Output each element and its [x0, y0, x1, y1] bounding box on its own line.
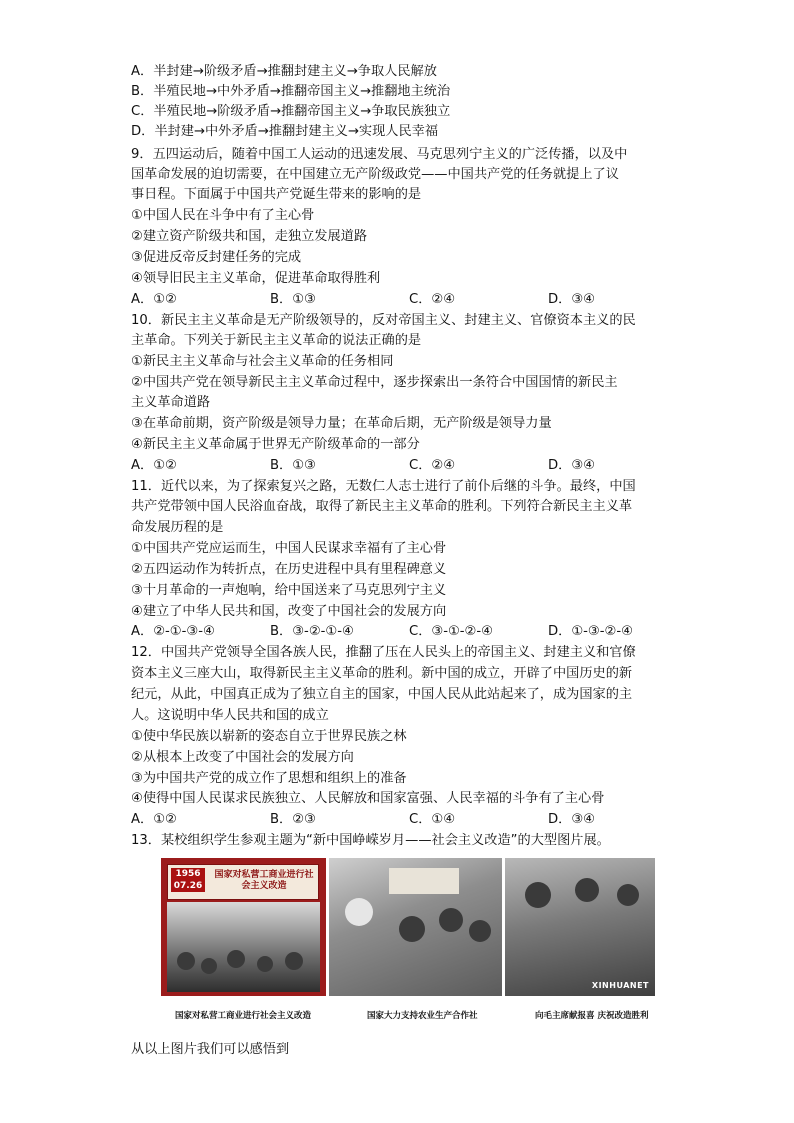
- photo-caption: 国家大力支持农业生产合作社: [367, 1011, 478, 1021]
- q12-stem-line: 资本主义三座大山，取得新民主主义革命的胜利。新中国的成立，开辟了中国历史的新: [131, 666, 633, 681]
- photo-report-to-chairman: [505, 858, 655, 996]
- q12-option-c: C．①④: [409, 812, 456, 827]
- q11-stem-line: 共产党带领中国人民浴血奋战，取得了新民主主义革命的胜利。下列符合新民主主义革: [131, 499, 633, 514]
- q8-option-c: C．半殖民地→阶级矛盾→推翻帝国主义→争取民族独立: [131, 104, 451, 119]
- q12-stem-line: 纪元，从此，中国真正成为了独立自主的国家，中国人民从此站起来了，成为国家的主: [131, 687, 633, 702]
- q9-stem-line: 事日程。下面属于中国共产党诞生带来的影响的是: [131, 187, 422, 202]
- q9-item: ③促进反帝反封建任务的完成: [131, 250, 302, 265]
- photo-caption: 向毛主席献报喜 庆祝改造胜利: [535, 1011, 649, 1021]
- q12-item: ④使得中国人民谋求民族独立、人民解放和国家富强、人民幸福的斗争有了主心骨: [131, 791, 605, 806]
- q10-stem-line: 10．新民主主义革命是无产阶级领导的，反对帝国主义、封建主义、官僚资本主义的民: [131, 313, 636, 328]
- q12-item: ①使中华民族以崭新的姿态自立于世界民族之林: [131, 729, 407, 744]
- q8-option-d: D．半封建→中外矛盾→推翻封建主义→实现人民幸福: [131, 124, 439, 139]
- q10-item: ③在革命前期，资产阶级是领导力量；在革命后期，无产阶级是领导力量: [131, 416, 552, 431]
- q9-option-c: C．②④: [409, 292, 456, 307]
- q13-followup: 从以上图片我们可以感悟到: [131, 1042, 290, 1057]
- q11-option-a: A．②-①-③-④: [131, 624, 215, 639]
- q10-item: ④新民主主义革命属于世界无产阶级革命的一部分: [131, 437, 420, 452]
- photo-title-card: [167, 864, 319, 900]
- photo-private-commerce-reform: [161, 858, 326, 996]
- q10-option-d: D．③④: [548, 458, 595, 473]
- q9-option-b: B．①③: [270, 292, 316, 307]
- q10-item: ①新民主主义革命与社会主义革命的任务相同: [131, 354, 394, 369]
- q11-stem-line: 命发展历程的是: [131, 520, 224, 535]
- q11-item: ①中国共产党应运而生，中国人民谋求幸福有了主心骨: [131, 541, 447, 556]
- q12-stem-line: 12．中国共产党领导全国各族人民，推翻了压在人民头上的帝国主义、封建主义和官僚: [131, 645, 636, 660]
- q12-stem-line: 人。这说明中华人民共和国的成立: [131, 708, 329, 723]
- q10-options: [131, 456, 671, 476]
- photo-captions: [161, 1009, 671, 1023]
- q11-option-c: C．③-①-②-④: [409, 624, 493, 639]
- photo-banner: [389, 868, 459, 894]
- photo-agricultural-cooperative: [329, 858, 502, 996]
- q12-options: [131, 810, 671, 830]
- q12-option-d: D．③④: [548, 812, 595, 827]
- q12-option-b: B．②③: [270, 812, 316, 827]
- q8-option-a: A．半封建→阶级矛盾→推翻封建主义→争取人民解放: [131, 64, 437, 79]
- q9-stem-line: 9．五四运动后，随着中国工人运动的迅速发展、马克思列宁主义的广泛传播，以及中: [131, 147, 628, 162]
- q11-option-d: D．①-③-②-④: [548, 624, 633, 639]
- q12-option-a: A．①②: [131, 812, 177, 827]
- q9-stem-line: 国革命发展的迫切需要，在中国建立无产阶级政党——中国共产党的任务就提上了议: [131, 167, 619, 182]
- photo-title: 国家对私营工商业进行社会主义改造: [214, 870, 314, 891]
- photo-watermark: XINHUANET: [591, 981, 649, 990]
- q11-item: ④建立了中华人民共和国，改变了中国社会的发展方向: [131, 604, 447, 619]
- q10-option-c: C．②④: [409, 458, 456, 473]
- q11-option-b: B．③-②-①-④: [270, 624, 354, 639]
- q8-option-b: B．半殖民地→中外矛盾→推翻帝国主义→推翻地主统治: [131, 84, 451, 99]
- q12-item: ②从根本上改变了中国社会的发展方向: [131, 750, 354, 765]
- q9-item: ①中国人民在斗争中有了主心骨: [131, 208, 315, 223]
- q10-item: ②中国共产党在领导新民主主义革命过程中，逐步探索出一条符合中国国情的新民主: [131, 375, 618, 390]
- q12-item: ③为中国共产党的成立作了思想和组织上的准备: [131, 771, 407, 786]
- q9-item: ②建立资产阶级共和国，走独立发展道路: [131, 229, 368, 244]
- q9-item: ④领导旧民主主义革命，促进革命取得胜利: [131, 271, 381, 286]
- photo-crowd-scene: [167, 902, 320, 992]
- q11-item: ②五四运动作为转折点，在历史进程中具有里程碑意义: [131, 562, 447, 577]
- q10-option-b: B．①③: [270, 458, 316, 473]
- photo-date: 1956 07.26: [171, 868, 205, 892]
- q13-stem: 13．某校组织学生参观主题为“新中国峥嵘岁月——社会主义改造”的大型图片展。: [131, 833, 610, 848]
- q11-options: [131, 622, 671, 642]
- photo-strip: [161, 858, 655, 996]
- q10-item: 主义革命道路: [131, 395, 211, 410]
- q9-option-a: A．①②: [131, 292, 177, 307]
- q11-stem-line: 11．近代以来，为了探索复兴之路，无数仁人志士进行了前仆后继的斗争。最终，中国: [131, 479, 636, 494]
- photo-caption: 国家对私营工商业进行社会主义改造: [175, 1011, 312, 1021]
- q11-item: ③十月革命的一声炮响，给中国送来了马克思列宁主义: [131, 583, 447, 598]
- q10-stem-line: 主革命。下列关于新民主主义革命的说法正确的是: [131, 333, 422, 348]
- q9-option-d: D．③④: [548, 292, 595, 307]
- q10-option-a: A．①②: [131, 458, 177, 473]
- q9-options: [131, 290, 671, 310]
